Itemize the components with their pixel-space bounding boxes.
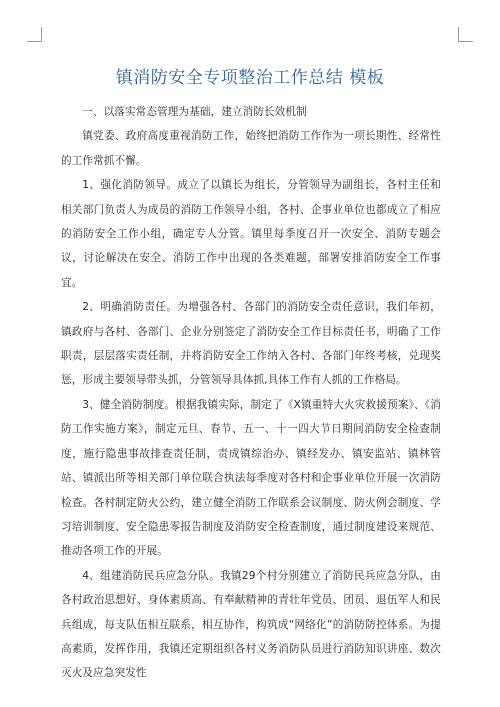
crop-mark-top-left	[27, 27, 42, 42]
body-paragraph: 镇党委、政府高度重视消防工作，始终把消防工作作为一项长期性、经常性的工作常抓不懈。	[61, 130, 441, 167]
body-paragraph: 4、组建消防民兵应急分队。我镇29个村分别建立了消防民兵应急分队，由各村政治思想好、身体素质高、有奉献精神的青壮年党员、团员、退伍军人和民兵组成，每支队伍相互联系，相互协作，构筑成“网络化”的消防防控体系。为提高素质，发挥作用，我镇还定期组织各村义务消防队员进行消防知识讲座、数次灭火及应急突发性	[61, 569, 441, 680]
document-body	[61, 100, 441, 686]
section-heading: 一、以落实常态管理为基础，建立消防长效机制	[82, 106, 307, 118]
body-paragraph: 3、健全消防制度。根据我镇实际，制定了《X镇重特大火灾救援预案》、《消防工作实施方案》，制定元旦、春节、五一、十一四大节日期间消防安全检查制度，施行隐患事故排查责任制，责成镇综治办、镇经发办、镇安监站、镇林管站、镇派出所等相关部门单位联合执法每季度对各村和企事业单位开展一次消防检查。各村制定防火公约，建立健全消防工作联系会议制度、防火例会制度、学习培训制度、安全隐患零报告制度及消防安全检查制度，通过制度建设来规范、推动各项工作的开展。	[61, 398, 441, 558]
document-title: 镇消防安全专项整治工作总结 模板	[115, 68, 385, 88]
crop-mark-top-right	[458, 27, 473, 42]
body-paragraph: 1、强化消防领导。成立了以镇长为组长，分管领导为副组长，各村主任和相关部门负责人为成员的消防工作领导小组，各村、企事业单位也都成立了相应的消防安全工作小组，确定专人分管。镇里每季度召开一次安全、消防专题会议，讨论解决在安全、消防工作中出现的各类难题，部署安排消防安全工作事宜。	[61, 179, 441, 289]
body-paragraph: 2、明确消防责任。为增强各村、各部门的消防安全责任意识，我们年初，镇政府与各村、各部门、企业分别签定了消防安全工作目标责任书，明确了工作职责，层层落实责任制，并将消防安全工作纳入各村、各部门年终考核，兑现奖惩，形成主要领导带头抓，分管领导具体抓,具体工作有人抓的工作格局。	[61, 301, 441, 387]
